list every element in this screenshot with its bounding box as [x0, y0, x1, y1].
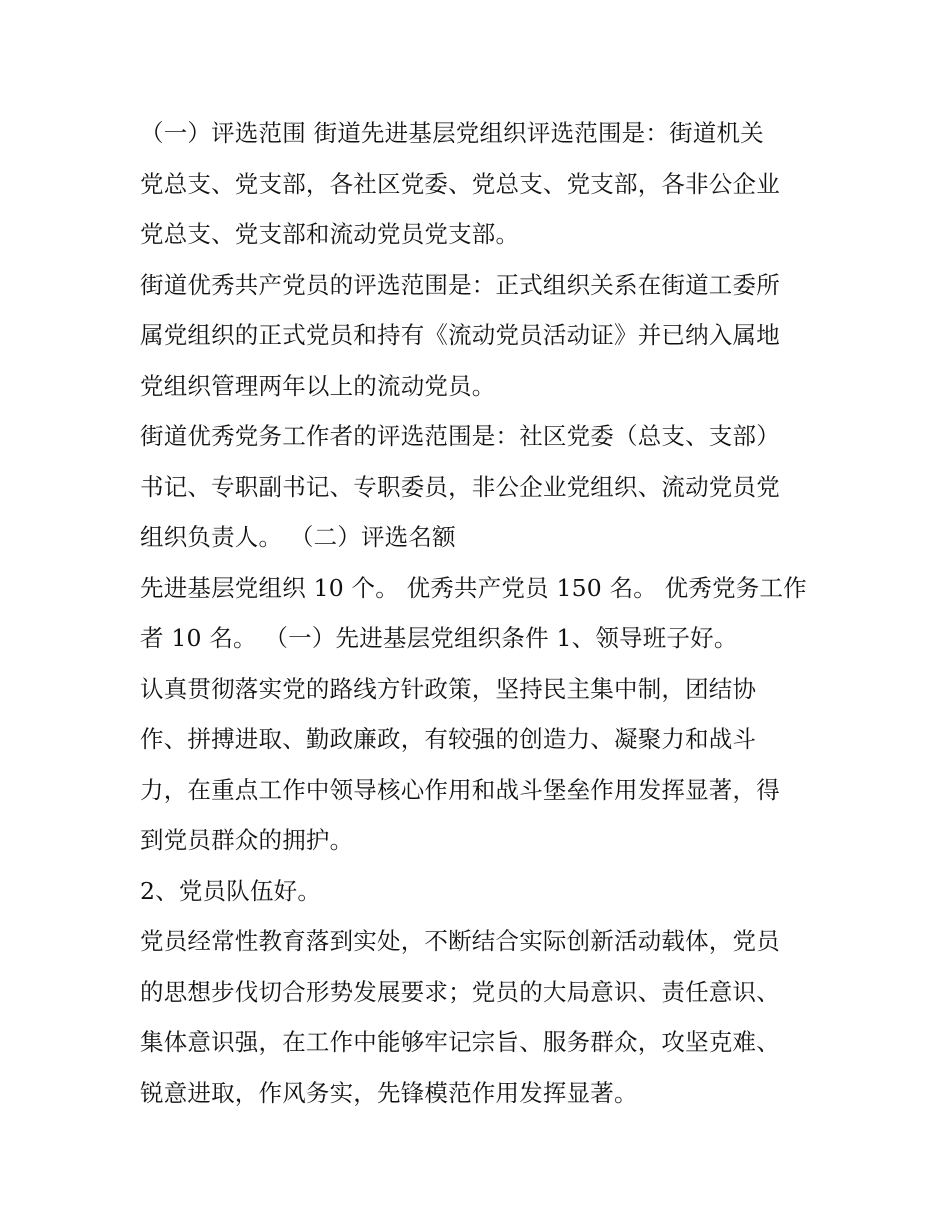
text-line: 集体意识强，在工作中能够牢记宗旨、服务群众，攻坚克难、 [140, 1028, 780, 1056]
text-line: 属党组织的正式党员和持有《流动党员活动证》并已纳入属地 [140, 321, 780, 349]
document-body [140, 108, 815, 1118]
text-line: 锐意进取，作风务实，先锋模范作用发挥显著。 [140, 1078, 638, 1107]
text-line: 街道优秀党务工作者的评选范围是：社区党委（总支、支部） [140, 422, 780, 450]
text-line: 认真贯彻落实党的路线方针政策，坚持民主集中制，团结协 [140, 674, 757, 703]
text-line: 街道优秀共产党员的评选范围是：正式组织关系在街道工委所 [140, 270, 780, 299]
text-line: 力，在重点工作中领导核心作用和战斗堡垒作用发挥显著，得 [140, 775, 780, 804]
text-line: 党总支、党支部和流动党员党支部。 [140, 220, 520, 248]
text-line: 党总支、党支部，各社区党委、党总支、党支部，各非公企业 [140, 169, 780, 198]
text-line: 2、党员队伍好。 [140, 876, 322, 905]
text-line: （一）评选范围 街道先进基层党组织评选范围是：街道机关 [140, 119, 764, 147]
text-line: 先进基层党组织 10 个。 优秀共产党员 150 名。 优秀党务工作 [140, 573, 807, 602]
text-line: 到党员群众的拥护。 [140, 826, 354, 854]
text-line: 党组织管理两年以上的流动党员。 [140, 371, 496, 400]
text-line: 书记、专职副书记、专职委员，非公企业党组织、流动党员党 [140, 472, 780, 501]
text-line: 作、拼搏进取、勤政廉政，有较强的创造力、凝聚力和战斗 [140, 725, 757, 753]
text-line: 的思想步伐切合形势发展要求；党员的大局意识、责任意识、 [140, 977, 780, 1006]
text-line: 者 10 名。 （一）先进基层党组织条件 1、领导班子好。 [140, 624, 738, 652]
text-line: 党员经常性教育落到实处，不断结合实际创新活动载体，党员 [140, 927, 780, 955]
text-line: 组织负责人。 （二）评选名额 [140, 523, 456, 551]
